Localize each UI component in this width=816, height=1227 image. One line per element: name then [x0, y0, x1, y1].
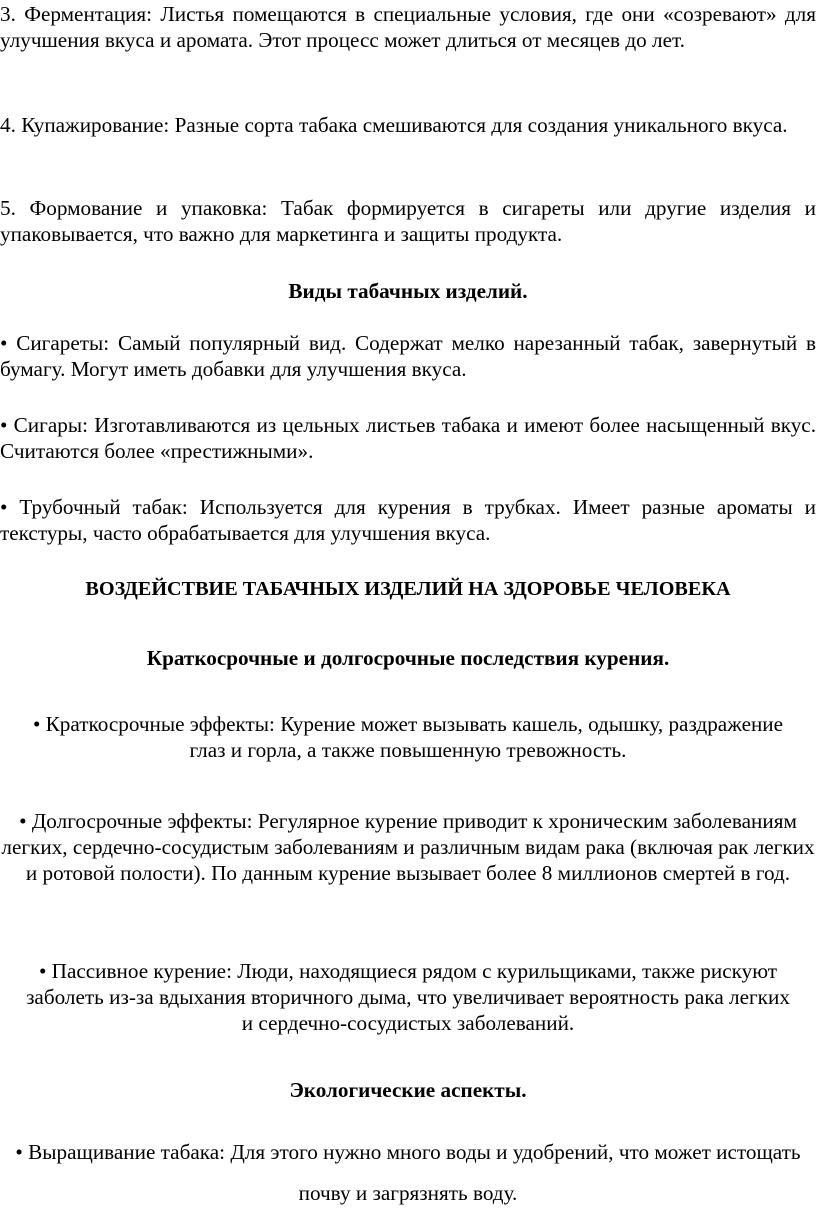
list-item-long-term-effects: • Долгосрочные эффекты: Регулярное курение приводит к хроническим заболеваниям легких, сердечно-сосудистым заболеваниям и различным видам рака (включая рак легких и ротовой полости). По данным курение вызывает более 8 миллионов смертей в год.: [1, 809, 815, 885]
list-item-tobacco-growing: • Выращивание табака: Для этого нужно много воды и удобрений, что может истощать почву и загрязнять воду.: [15, 1140, 801, 1205]
list-item-pipe-tobacco: • Трубочный табак: Используется для курения в трубках. Имеет разные ароматы и текстуры, часто обрабатывается для улучшения вкуса.: [0, 495, 816, 545]
list-item-passive-smoking: • Пассивное курение: Люди, находящиеся рядом с курильщиками, также рискуют заболеть из-за вдыхания вторичного дыма, что увеличивает вероятность рака легких и сердечно-сосудистых заболеваний.: [26, 959, 790, 1035]
paragraph-fermentation: 3. Ферментация: Листья помещаются в специальные условия, где они «созревают» для улучшения вкуса и аромата. Этот процесс может длиться от месяцев до лет.: [0, 2, 816, 52]
paragraph-blending: 4. Купажирование: Разные сорта табака смешиваются для создания уникального вкуса.: [0, 113, 788, 137]
list-item-cigars: • Сигары: Изготавливаются из цельных листьев табака и имеют более насыщенный вкус. Считаются более «престижными».: [0, 413, 816, 463]
heading-ecological-aspects: Экологические аспекты.: [289, 1078, 527, 1102]
heading-smoking-consequences: Краткосрочные и долгосрочные последствия курения.: [146, 646, 670, 670]
list-item-short-term-effects: • Краткосрочные эффекты: Курение может вызывать кашель, одышку, раздражение глаз и горла, а также повышенную тревожность.: [32, 712, 784, 762]
heading-tobacco-types: Виды табачных изделий.: [288, 279, 528, 303]
heading-health-impact: ВОЗДЕЙСТВИЕ ТАБАЧНЫХ ИЗДЕЛИЙ НА ЗДОРОВЬЕ ЧЕЛОВЕКА: [85, 578, 731, 600]
paragraph-forming-packaging: 5. Формование и упаковка: Табак формируется в сигареты или другие изделия и упаковывается, что важно для маркетинга и защиты продукта.: [0, 196, 816, 246]
list-item-cigarettes: • Сигареты: Самый популярный вид. Содержат мелко нарезанный табак, завернутый в бумагу. Могут иметь добавки для улучшения вкуса.: [0, 331, 816, 381]
